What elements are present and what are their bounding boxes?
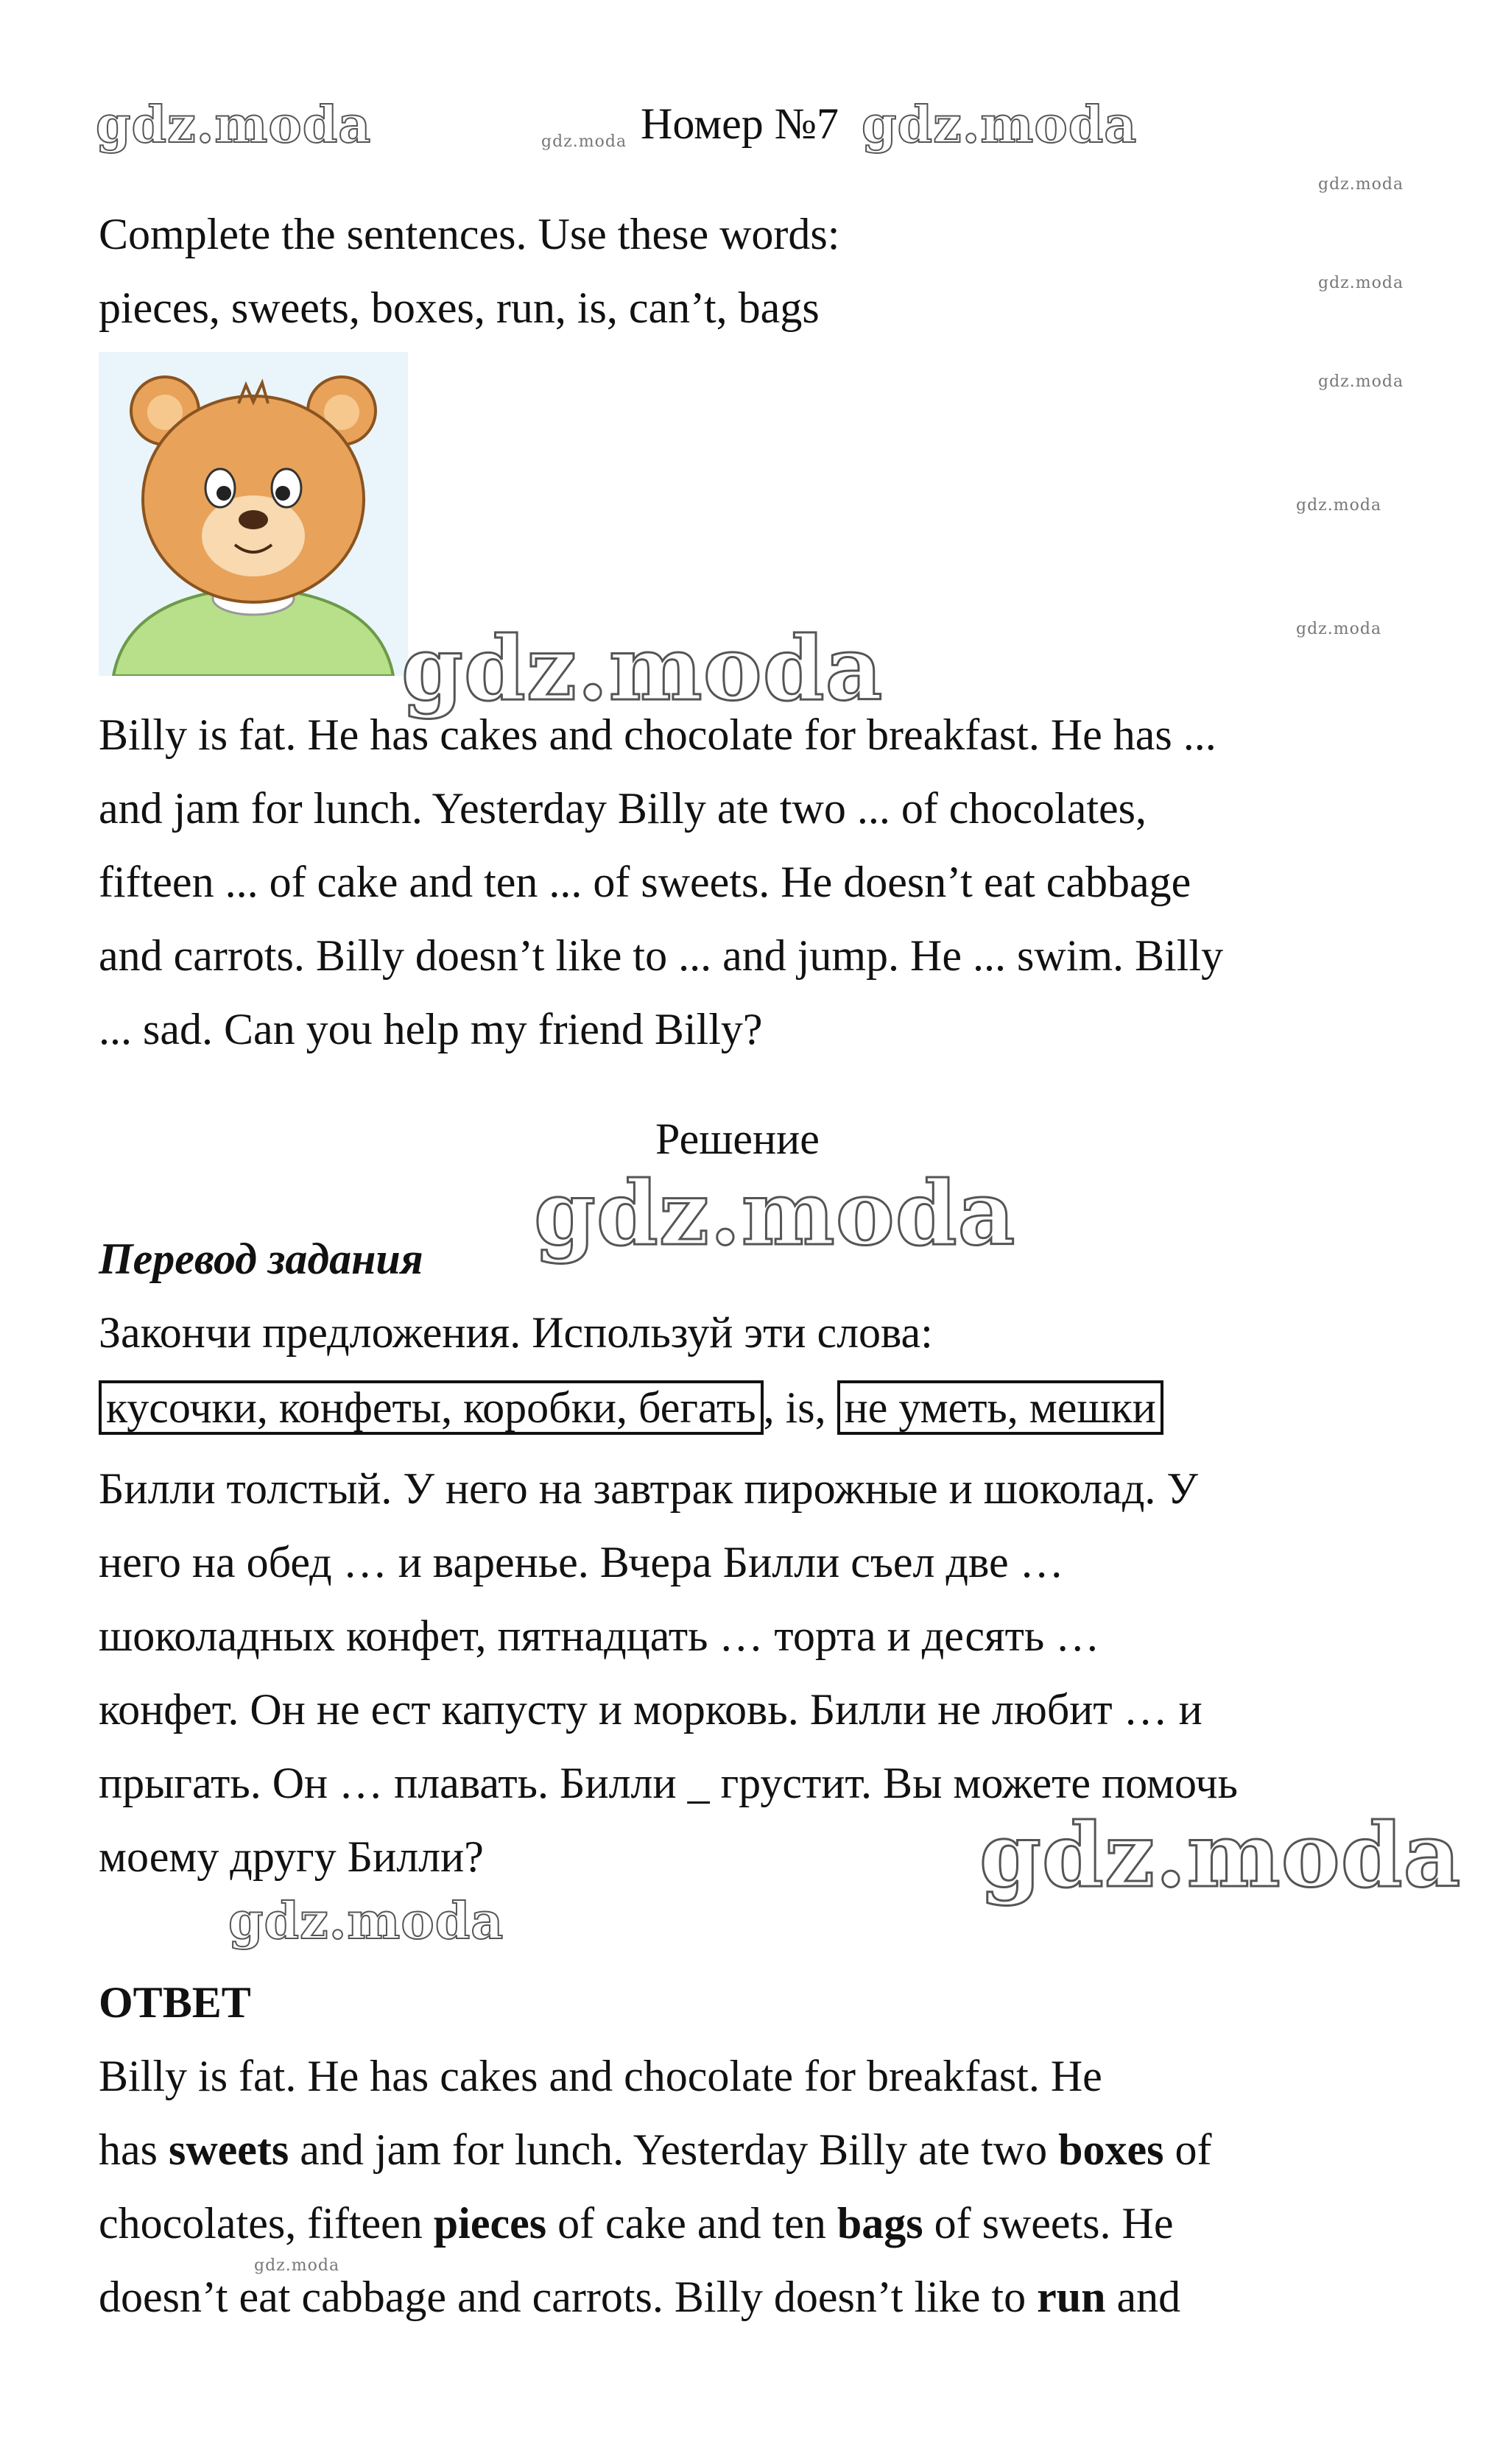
word-separator: , is, [763, 1383, 837, 1432]
watermark: gdz.moda [1296, 620, 1382, 638]
answer-word: boxes [1058, 2125, 1164, 2174]
answer-word: run [1037, 2273, 1106, 2321]
word-box-group-2: не уметь, мешки [837, 1380, 1163, 1435]
watermark: gdz.moda [979, 1804, 1462, 1907]
answer-line: Billy is fat. He has cakes and chocolate for breakfast. He [99, 2052, 1102, 2100]
translation-instruction: Закончи предложения. Используй эти слова: [99, 1308, 933, 1357]
answer-word: bags [837, 2199, 923, 2248]
watermark: gdz.moda [254, 2256, 340, 2275]
translation-line: него на обед … и варенье. Вчера Билли съел две … [99, 1538, 1064, 1586]
translation-heading: Перевод задания [99, 1235, 423, 1283]
task-text-line: Billy is fat. He has cakes and chocolate for breakfast. He has ... [99, 710, 1216, 759]
word-box-group-1: кусочки, конфеты, коробки, бегать [99, 1380, 764, 1435]
page-title: Номер №7 [641, 99, 839, 148]
watermark: gdz.moda [541, 133, 627, 151]
watermark: gdz.moda [862, 96, 1138, 155]
watermark: gdz.moda [401, 617, 884, 721]
watermark: gdz.moda [1318, 175, 1404, 194]
answer-line: has sweets and jam for lunch. Yesterday Billy ate two boxes of [99, 2125, 1212, 2174]
watermark: gdz.moda [534, 1162, 1016, 1265]
watermark: gdz.moda [1318, 373, 1404, 391]
answer-heading: ОТВЕТ [99, 1978, 251, 2027]
solution-heading: Решение [655, 1115, 820, 1163]
answer-word: sweets [168, 2125, 289, 2174]
translation-line: конфет. Он не ест капусту и морковь. Билли не любит … и [99, 1685, 1202, 1734]
task-word-list: pieces, sweets, boxes, run, is, can’t, bags [99, 283, 820, 332]
answer-line: doesn’t eat cabbage and carrots. Billy doesn’t like to run and [99, 2273, 1181, 2321]
task-text-line: and jam for lunch. Yesterday Billy ate two ... of chocolates, [99, 784, 1147, 833]
watermark: gdz.moda [228, 1892, 504, 1951]
translation-word-list [99, 1371, 1163, 1444]
translation-line: шоколадных конфет, пятнадцать … торта и десять … [99, 1612, 1100, 1660]
bear-illustration [99, 352, 408, 676]
answer-word: pieces [433, 2199, 547, 2248]
watermark: gdz.moda [96, 96, 372, 155]
answer-line: chocolates, fifteen pieces of cake and ten bags of sweets. He [99, 2199, 1174, 2248]
translation-line: моему другу Билли? [99, 1832, 484, 1881]
translation-line: Билли толстый. У него на завтрак пирожные и шоколад. У [99, 1464, 1198, 1513]
watermark: gdz.moda [1318, 274, 1404, 292]
task-text-line: ... sad. Can you help my friend Billy? [99, 1005, 763, 1053]
task-instruction: Complete the sentences. Use these words: [99, 210, 840, 258]
task-text-line: fifteen ... of cake and ten ... of sweets. He doesn’t eat cabbage [99, 858, 1191, 906]
translation-line: прыгать. Он … плавать. Билли _ грустит. Вы можете помочь [99, 1759, 1238, 1807]
watermark: gdz.moda [1296, 496, 1382, 515]
task-text-line: and carrots. Billy doesn’t like to ... and jump. He ... swim. Billy [99, 931, 1224, 980]
